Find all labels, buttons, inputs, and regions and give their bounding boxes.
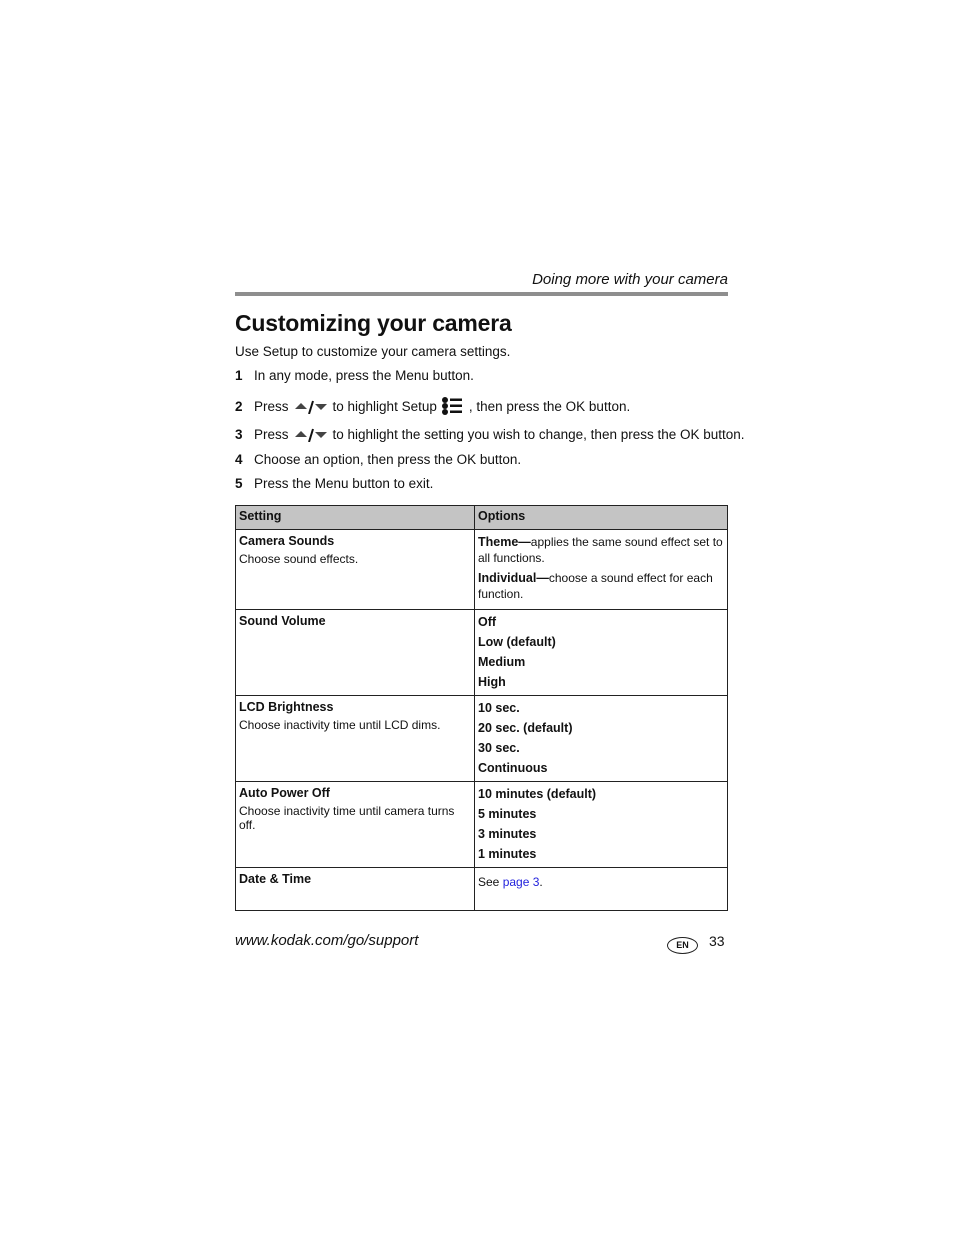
running-header: Doing more with your camera [532, 271, 728, 288]
option-item: Medium [478, 655, 526, 669]
option-item [478, 874, 724, 890]
setting-cell [236, 868, 475, 911]
options-cell [475, 782, 728, 868]
setting-description: Choose inactivity time until LCD dims. [239, 718, 441, 732]
header-setting: Setting [236, 506, 475, 530]
option-item [478, 570, 724, 602]
intro-text: Use Setup to customize your camera settings. [235, 344, 511, 359]
see-text: See [478, 875, 503, 889]
footer-url: www.kodak.com/go/support [235, 932, 419, 949]
setting-description: Choose inactivity time until camera turns off. [239, 804, 455, 832]
step-text: , then press the OK button. [468, 398, 631, 414]
setting-name: LCD Brightness [239, 700, 334, 714]
option-item: High [478, 675, 506, 689]
step-text: to highlight Setup [332, 398, 437, 414]
step-number: 1 [235, 368, 243, 383]
step-text: to highlight the setting you wish to change, then press the OK button. [332, 426, 745, 442]
step-text: Press the Menu button to exit. [254, 476, 434, 491]
options-cell [475, 868, 728, 911]
table-row [236, 610, 728, 696]
language-badge: EN [667, 937, 698, 954]
option-text: choose a sound effect for each function. [478, 571, 713, 601]
option-item: 20 sec. (default) [478, 721, 573, 735]
table-row [236, 530, 728, 610]
setting-cell [236, 610, 475, 696]
setting-description: Choose sound effects. [239, 552, 359, 566]
option-label: Theme— [478, 535, 531, 549]
setting-cell [236, 782, 475, 868]
option-item [478, 534, 724, 566]
options-cell [475, 530, 728, 610]
step-3 [235, 426, 745, 442]
option-item: Continuous [478, 761, 548, 775]
step-text: Press [254, 398, 289, 414]
option-item: Off [478, 615, 497, 629]
table-header-row [236, 506, 728, 530]
option-item: Low (default) [478, 635, 556, 649]
step-text: Press [254, 426, 289, 442]
header-rule [235, 292, 728, 296]
setting-name: Auto Power Off [239, 786, 330, 800]
period-text: . [539, 875, 543, 889]
option-item: 30 sec. [478, 741, 520, 755]
page-number: 33 [709, 933, 725, 949]
page-3-link[interactable]: page 3 [502, 875, 540, 889]
step-number: 2 [235, 398, 243, 414]
option-item: 5 minutes [478, 807, 537, 821]
options-cell [475, 610, 728, 696]
step-text: Choose an option, then press the OK button. [254, 452, 522, 467]
page-title: Customizing your camera [235, 310, 512, 336]
header-options: Options [475, 506, 728, 530]
step-5 [235, 476, 433, 491]
options-cell [475, 696, 728, 782]
step-number: 4 [235, 452, 243, 467]
step-1 [235, 368, 474, 383]
option-item: 1 minutes [478, 847, 537, 861]
setting-name: Camera Sounds [239, 534, 335, 548]
settings-table [235, 505, 728, 911]
option-item: 3 minutes [478, 827, 537, 841]
option-item: 10 sec. [478, 701, 520, 715]
option-text: applies the same sound effect set to all functions. [478, 535, 723, 565]
table-row [236, 696, 728, 782]
up-down-arrow-icon [294, 398, 328, 414]
option-item: 10 minutes (default) [478, 787, 597, 801]
setting-cell [236, 696, 475, 782]
table-row [236, 782, 728, 868]
step-4 [235, 452, 521, 467]
table-row [236, 868, 728, 911]
setting-name: Sound Volume [239, 614, 326, 628]
setting-name: Date & Time [239, 872, 312, 886]
setup-menu-icon [441, 396, 465, 416]
step-2 [235, 396, 630, 416]
setting-cell [236, 530, 475, 610]
option-label: Individual— [478, 571, 549, 585]
step-number: 5 [235, 476, 243, 491]
step-text: In any mode, press the Menu button. [254, 368, 474, 383]
up-down-arrow-icon [294, 426, 328, 442]
step-number: 3 [235, 426, 243, 442]
